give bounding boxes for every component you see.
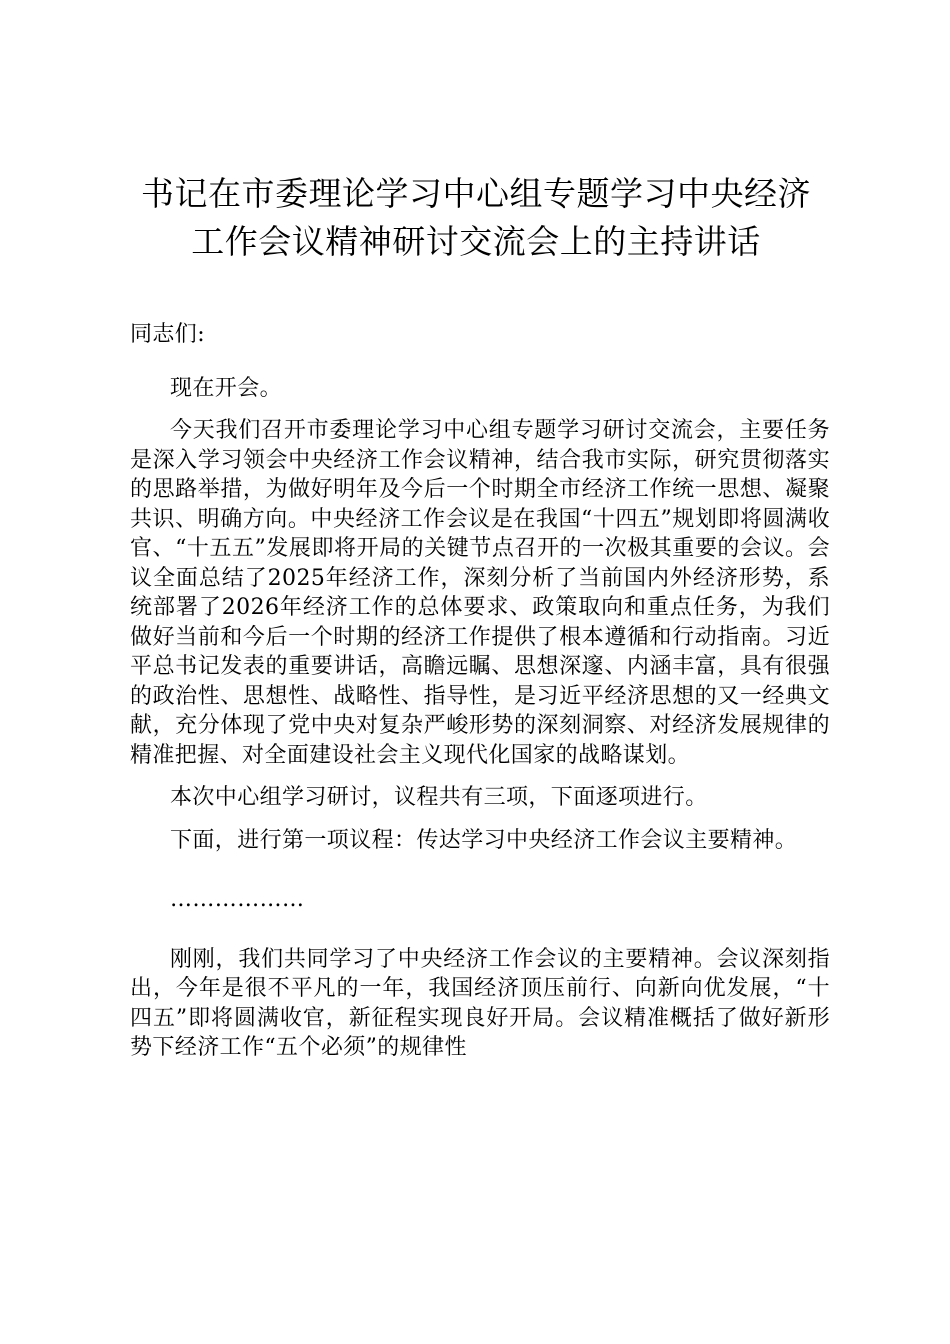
document-body xyxy=(130,320,830,1076)
paragraph-first-item: 下面，进行第一项议程：传达学习中央经济工作会议主要精神。 xyxy=(170,827,798,853)
document-title xyxy=(120,170,832,266)
title-line-1: 书记在市委理论学习中心组专题学习中央经济 xyxy=(141,174,811,213)
title-line-2: 工作会议精神研讨交流会上的主持讲话 xyxy=(191,222,761,261)
ellipsis-separator: ……………… xyxy=(170,887,305,912)
paragraph-opening: 现在开会。 xyxy=(170,375,283,401)
paragraph-introduction: 今天我们召开市委理论学习中心组专题学习研讨交流会，主要任务是深入学习领会中央经济工作会议精神，结合我市实际，研究贯彻落实的思路举措，为做好明年及今后一个时期全市经济工作统一思想、凝聚共识、明确方向。中央经济工作会议是在我国“十四五”规划即将圆满收官、“十五五”发展即将开局的关键节点召开的一次极其重要的会议。会议全面总结了2025年经济工作，深刻分析了当前国内外经济形势，系统部署了2026年经济工作的总体要求、政策取向和重点任务，为我们做好当前和今后一个时期的经济工作提供了根本遵循和行动指南。习近平总书记发表的重要讲话，高瞻远瞩、思想深邃、内涵丰富，具有很强的政治性、思想性、战略性、指导性，是习近平经济思想的又一经典文献，充分体现了党中央对复杂严峻形势的深刻洞察、对经济发展规律的精准把握、对全面建设社会主义现代化国家的战略谋划。 xyxy=(130,418,830,768)
paragraph-agenda: 本次中心组学习研讨，议程共有三项，下面逐项进行。 xyxy=(170,785,708,810)
salutation: 同志们: xyxy=(130,322,206,347)
paragraph-summary: 刚刚，我们共同学习了中央经济工作会议的主要精神。会议深刻指出，今年是很不平凡的一年，我国经济顶压前行、向新向优发展，“十四五”即将圆满收官，新征程实现良好开局。会议精准概括了做好新形势下经济工作“五个必须”的规律性 xyxy=(130,946,830,1060)
